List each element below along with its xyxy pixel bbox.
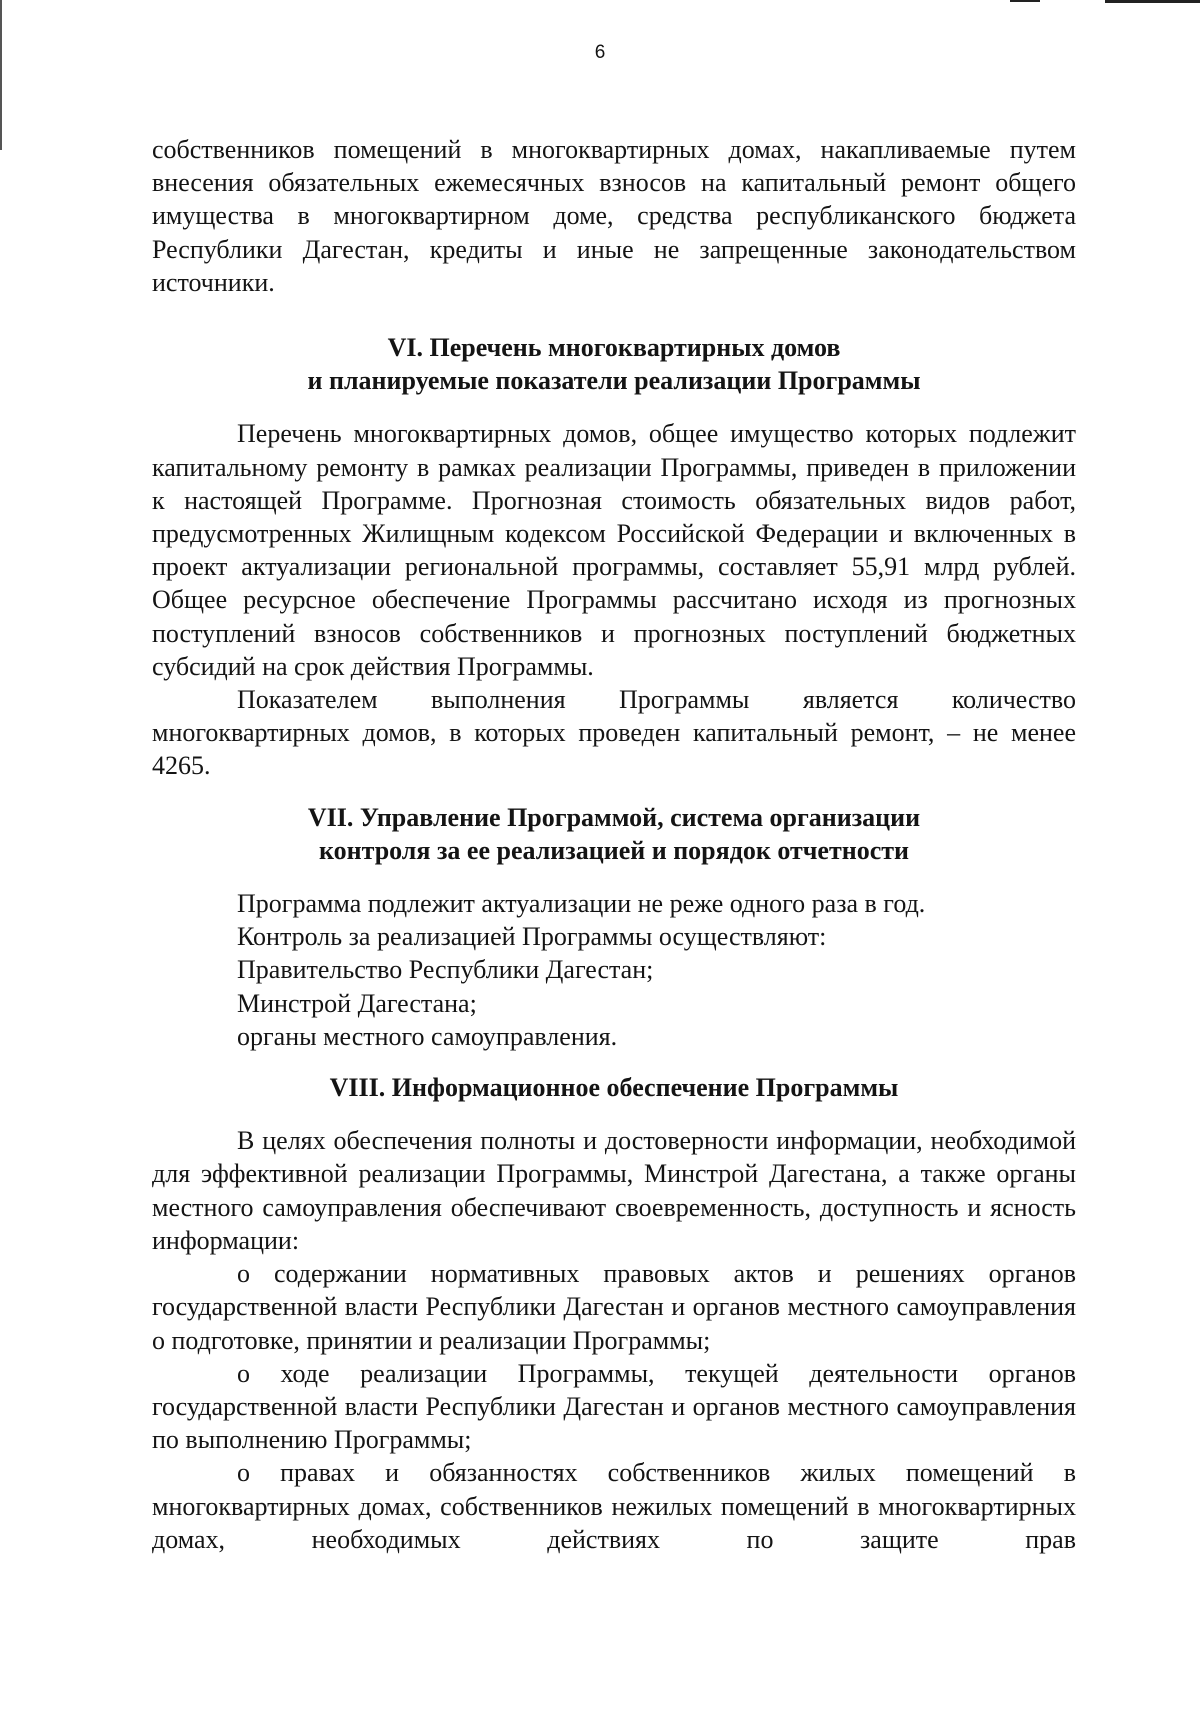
scan-edge-left [0,0,2,150]
scan-edge-top-right-2 [1010,0,1040,2]
section-7-title [152,801,1076,867]
section-7-line-2: Контроль за реализацией Программы осуществляют: [237,922,827,952]
section-8-paragraph-1: В целях обеспечения полноты и достоверности информации, необходимой для эффективной реализации Программы, Минстрой Дагестана, а также органы местного самоуправления обеспечивают своевременность, доступность и ясность информации: [152,1126,1076,1255]
section-6-title [152,331,1076,397]
page-number: 6 [594,42,606,63]
section-8-paragraph-4: о правах и обязанностях собственников жилых помещений в многоквартирных домах, собственников нежилых помещений в многоквартирных домах, необходимых действиях по защите прав [152,1458,1076,1554]
section-7-line-5: органы местного самоуправления. [237,1021,618,1051]
section-8-paragraph-2: о содержании нормативных правовых актов и решениях органов государственной власти Республики Дагестан и органов местного самоуправления о подготовке, принятии и реализации Программы; [152,1259,1076,1355]
intro-paragraph: собственников помещений в многоквартирных домах, накапливаемые путем внесения обязательных ежемесячных взносов на капитальный ремонт общего имущества в многоквартирном доме, средства республиканского бюджета Республики Дагестан, кредиты и иные не запрещенные законодательством источники. [152,135,1076,297]
section-8-title [152,1071,1076,1104]
section-7-title-line-2: контроля за ее реализацией и порядок отчетности [318,835,910,865]
section-7-line-1: Программа подлежит актуализации не реже одного раза в год. [237,889,926,919]
section-7-title-line-1: VII. Управление Программой, система организации [307,802,921,832]
section-7-line-3: Правительство Республики Дагестан; [237,955,654,985]
section-8-paragraph-3: о ходе реализации Программы, текущей деятельности органов государственной власти Республики Дагестан и органов местного самоуправления по выполнению Программы; [152,1358,1076,1455]
section-6-paragraph-2: Показателем выполнения Программы является количество многоквартирных домов, в которых проведен капитальный ремонт, – не менее 4265. [152,685,1076,781]
document-body [152,133,1076,1556]
section-8-title-line-1: VIII. Информационное обеспечение Программы [329,1073,899,1103]
section-6-paragraph-1: Перечень многоквартирных домов, общее имущество которых подлежит капитальному ремонту в рамках реализации Программы, приведен в приложении к настоящей Программе. Прогнозная стоимость обязательных видов работ, предусмотренных Жилищным кодексом Российской Федерации и включенных в проект актуализации региональной программы, составляет 55,91 млрд рублей. Общее ресурсное обеспечение Программы рассчитано исходя из прогнозных поступлений взносов собственников и прогнозных поступлений бюджетных субсидий на срок действия Программы. [152,419,1076,681]
section-6-title-line-1: VI. Перечень многоквартирных домов [387,333,841,363]
section-7-line-4: Минстрой Дагестана; [237,988,477,1018]
section-6-title-line-2: и планируемые показатели реализации Программы [307,366,921,396]
scan-edge-top-right [1105,0,1200,3]
